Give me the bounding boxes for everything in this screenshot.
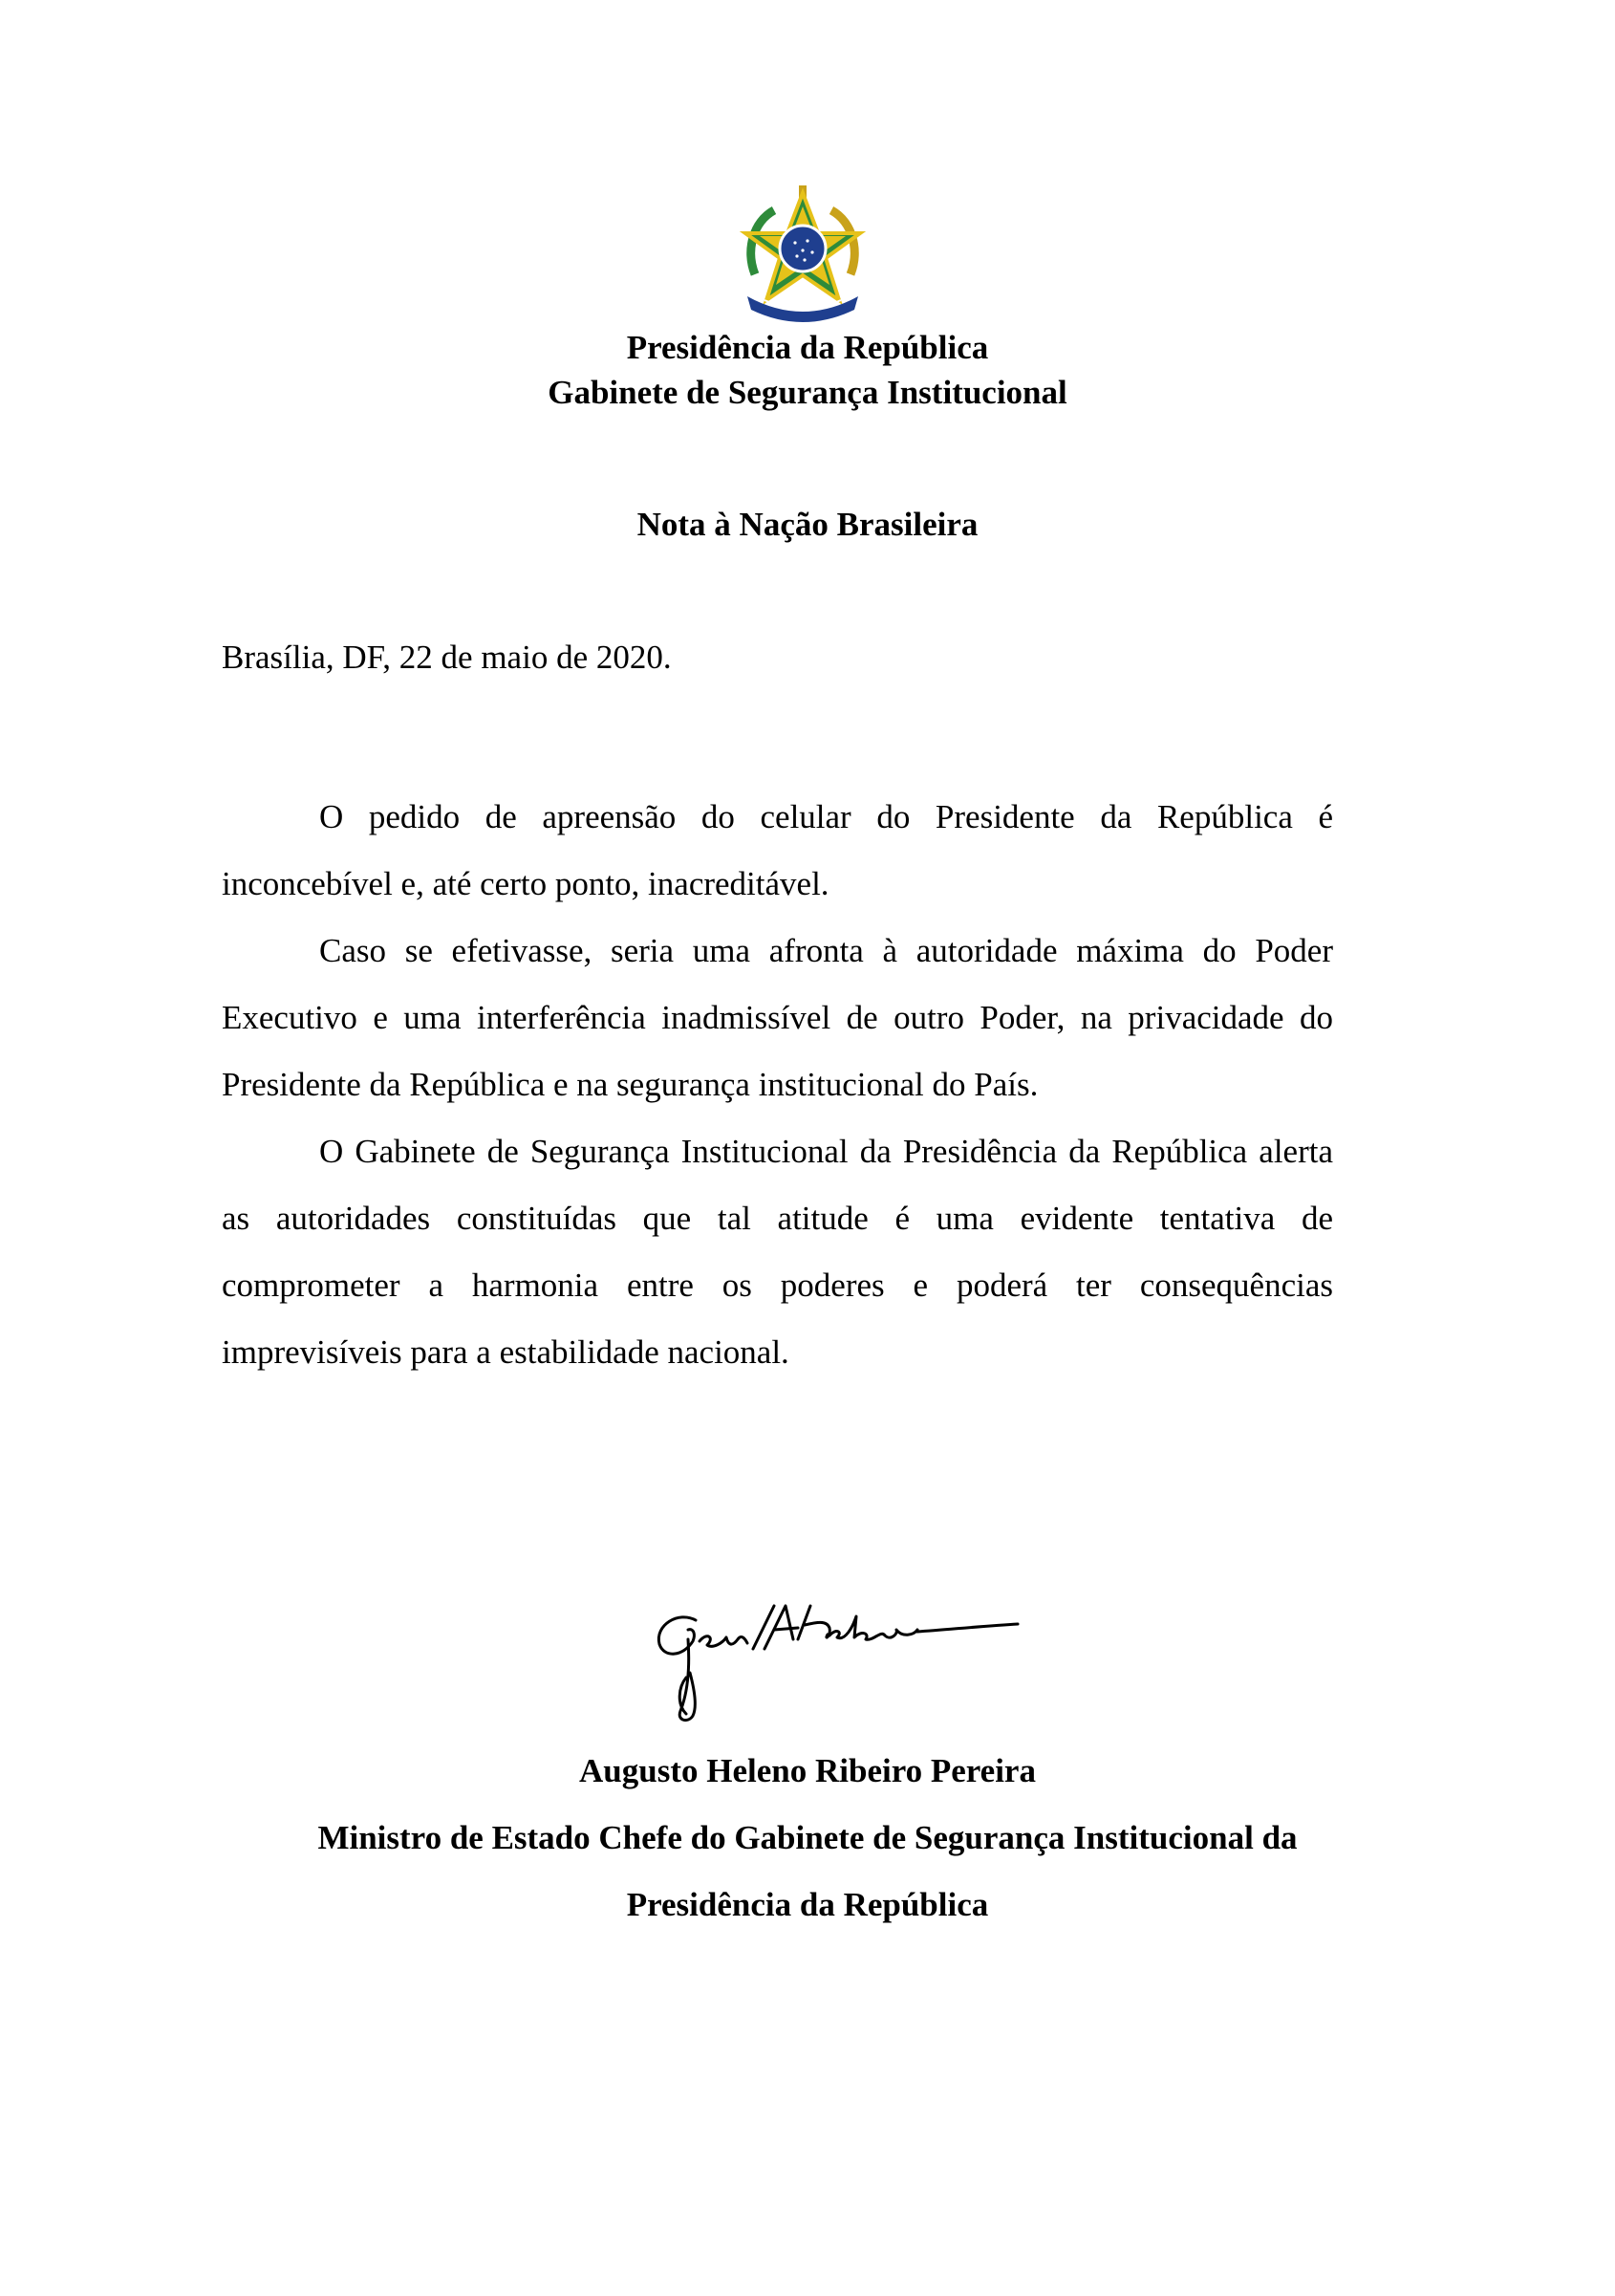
body-text [222,784,1333,1386]
paragraph-1: O pedido de apreensão do celular do Presidente da República é inconcebível e, até certo ponto, inacreditável. [222,798,1333,902]
paragraph-3: O Gabinete de Segurança Institucional da Presidência da República alerta as autoridades constituídas que tal atitude é uma evidente tentativa de comprometer a harmonia entre os poderes e poderá ter consequências imprevisíveis para a estabilidade nacional. [222,1133,1333,1371]
document-title: Nota à Nação Brasileira [636,506,979,543]
header-cabinet: Gabinete de Segurança Institucional [548,374,1067,411]
signer-role-line2: Presidência da República [626,1886,989,1923]
header-presidency: Presidência da República [626,329,989,366]
coat-of-arms-icon [736,184,870,325]
handwritten-signature [640,1582,1023,1725]
paragraph-2: Caso se efetivasse, seria uma afronta à autoridade máxima do Poder Executivo e uma interferência inadmissível de outro Poder, na privacidade do Presidente da República e na segurança institucional do País. [222,932,1333,1103]
signer-name: Augusto Heleno Ribeiro Pereira [579,1752,1036,1789]
dateline: Brasília, DF, 22 de maio de 2020. [222,639,672,676]
signer-role-line1: Ministro de Estado Chefe do Gabinete de Segurança Institucional da [317,1819,1298,1856]
